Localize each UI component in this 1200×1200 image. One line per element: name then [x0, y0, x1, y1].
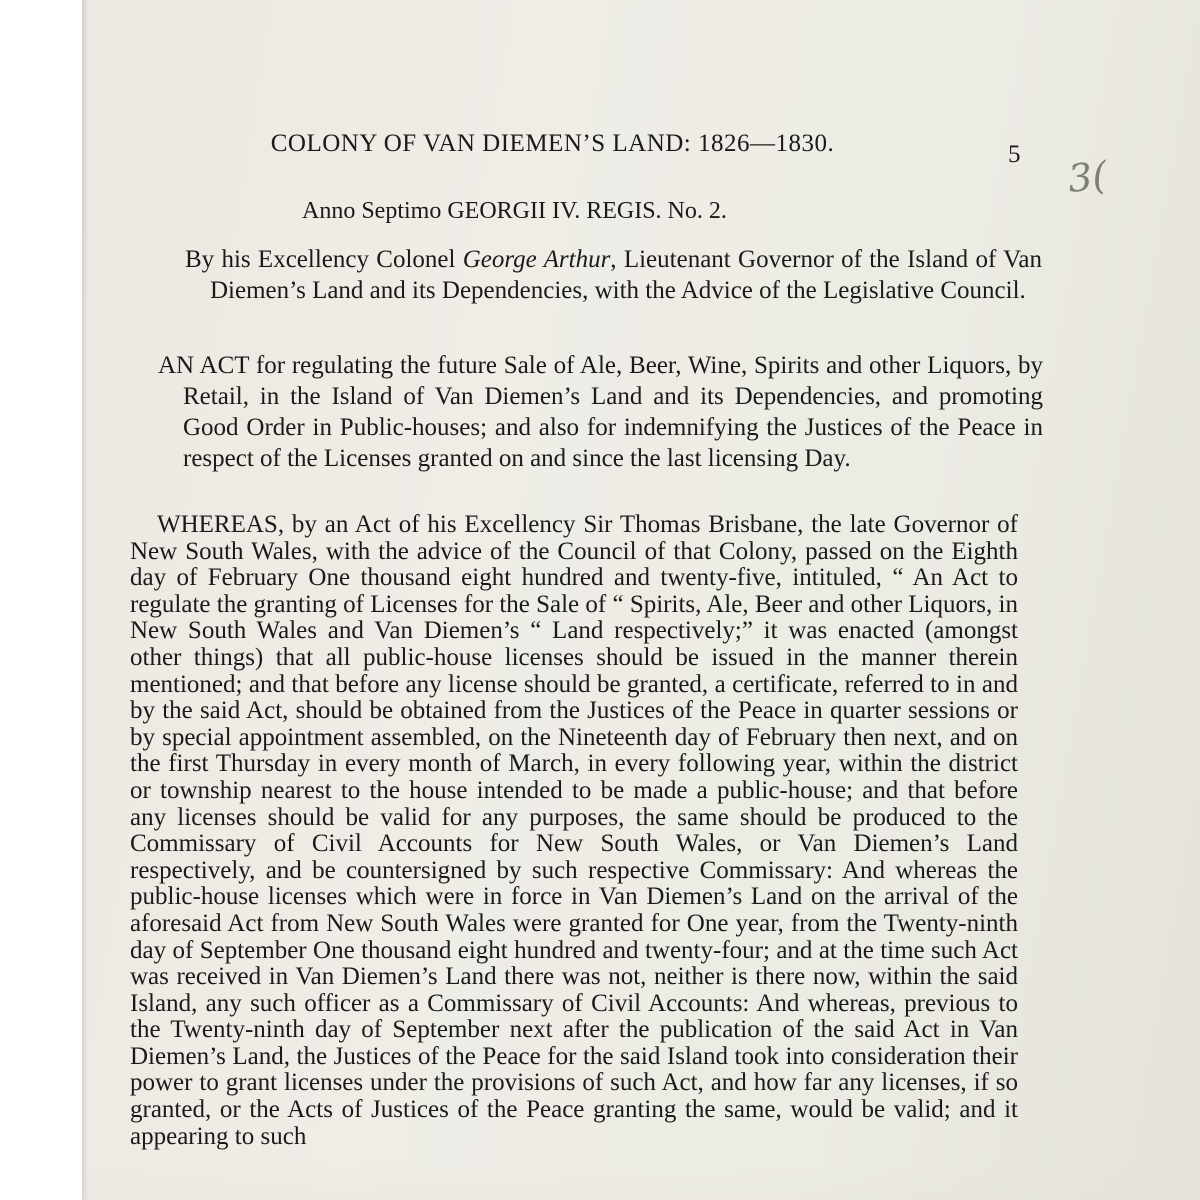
act-body-paragraph: WHEREAS, by an Act of his Excellency Sir Thomas Brisbane, the late Governor of New South Wales, with the advice of the Council of that Colony, passed on the Eighth day of February One thousand eight hundred and twenty-five, intituled, “ An Act to regulate the granting of Licenses for the Sale of “ Spirits, Ale, Beer and other Liquors, in New South Wales and Van Diemen’s “ Land respectively;” it was enacted (amongst other things) that all public-house licenses should be issued in the manner therein mentioned; and that before any license should be granted, a certificate, referred to in and by the said Act, should be obtained from the Justices of the Peace in quarter sessions or by special appointment assembled, on the Nineteenth day of February then next, and on the first Thursday in every month of March, in every following year, within the district or township nearest to the house intended to be made a public-house; and that before any licenses should be valid for any purposes, the same should be produced to the Commissary of Civil Accounts for New South Wales, or Van Diemen’s Land respectively, and be countersigned by such respective Commissary: And whereas the public-house licenses which were in force in Van Diemen’s Land on the arrival of the aforesaid Act from New South Wales were granted for One year, from the Twenty-ninth day of September One thousand eight hundred and twenty-four; and at the time such Act was received in Van Diemen’s Land there was not, neither is there now, within the said Island, any such officer as a Commissary of Civil Accounts: And whereas, previous to the Twenty-ninth day of September next after the publication of the said Act in Van Diemen’s Land, the Justices of the Peace for the said Island took into consideration their power to grant licenses under the provisions of such Act, and how far any licenses, if so granted, or the Acts of Justices of the Peace granting the same, would be valid; and it appearing to such: [130, 511, 1018, 1150]
preamble-rest: , Lieutenant Governor of the Island of Van Diemen’s Land and its Dependencies, with the Advice of the Legislative Council.: [210, 246, 1042, 304]
running-head: COLONY OF VAN DIEMEN’S LAND: 1826—1830.: [270, 130, 835, 157]
act-regnal-title: Anno Septimo GEORGII IV. REGIS. No. 2.: [302, 198, 727, 224]
pencil-margin-note: 3(: [1065, 153, 1110, 201]
page-edge-shadow: [82, 0, 88, 1200]
governor-name: George Arthur: [462, 246, 611, 273]
enacting-preamble: [185, 244, 1042, 306]
page-bottom-fade: [82, 1165, 1200, 1200]
page-number: 5: [1008, 141, 1021, 168]
preamble-lead: By his Excellency Colonel: [185, 246, 463, 273]
act-long-title: AN ACT for regulating the future Sale of Ale, Beer, Wine, Spirits and other Liquors, by Retail, in the Island of Van Diemen’s Land and its Dependencies, and promoting Good Order in Public-houses; and also for indemnifying the Justices of the Peace in respect of the Licenses granted on and since the last licensing Day.: [158, 352, 1043, 472]
